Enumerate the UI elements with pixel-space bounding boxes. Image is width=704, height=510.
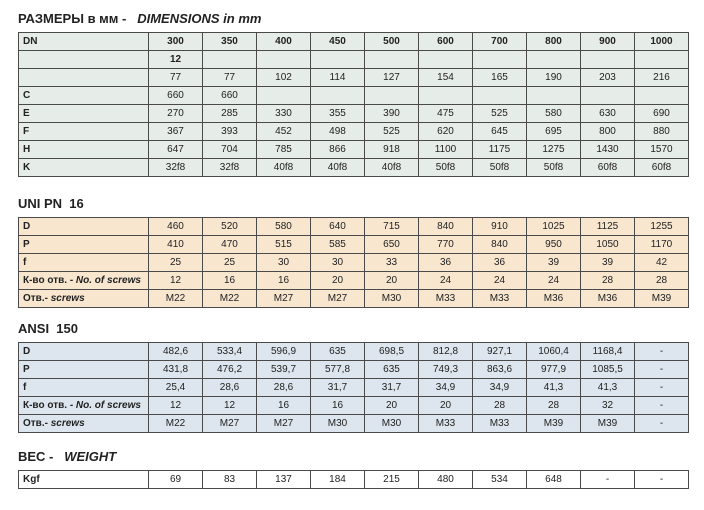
- row-label: E: [19, 105, 149, 123]
- table-cell: 1060,4: [527, 343, 581, 361]
- table-cell: 12: [203, 397, 257, 415]
- table-cell: 30: [257, 254, 311, 272]
- weight-title: [18, 449, 116, 464]
- table-cell: M33: [419, 290, 473, 308]
- dimensions-title: [18, 11, 261, 26]
- table-cell: 600: [419, 33, 473, 51]
- table-cell: 367: [149, 123, 203, 141]
- uni-pn-table: [18, 217, 689, 308]
- table-cell: 28,6: [257, 379, 311, 397]
- table-row: [19, 290, 689, 308]
- table-cell: 1100: [419, 141, 473, 159]
- table-cell: 60f8: [635, 159, 689, 177]
- table-cell: M22: [149, 290, 203, 308]
- table-cell: 1175: [473, 141, 527, 159]
- table-cell: 24: [419, 272, 473, 290]
- table-cell: 1085,5: [581, 361, 635, 379]
- table-cell: 184: [311, 471, 365, 489]
- table-cell: 154: [419, 69, 473, 87]
- table-cell: [419, 87, 473, 105]
- table-cell: 41,3: [527, 379, 581, 397]
- table-cell: 39: [527, 254, 581, 272]
- table-cell: 910: [473, 218, 527, 236]
- table-cell: -: [635, 397, 689, 415]
- table-row: [19, 361, 689, 379]
- table-cell: 660: [203, 87, 257, 105]
- table-cell: 40f8: [311, 159, 365, 177]
- table-cell: 950: [527, 236, 581, 254]
- row-label-en: - No. of screws: [69, 275, 141, 286]
- table-cell: 580: [257, 218, 311, 236]
- table-cell: 20: [365, 397, 419, 415]
- subheader-row: [19, 51, 689, 69]
- table-cell: M33: [473, 290, 527, 308]
- table-cell: 77: [203, 69, 257, 87]
- table-row: [19, 379, 689, 397]
- table-row: [19, 123, 689, 141]
- table-cell: 770: [419, 236, 473, 254]
- table-cell: 16: [311, 397, 365, 415]
- table-cell: 900: [581, 33, 635, 51]
- row-label-ru: К-во отв.: [23, 400, 68, 411]
- table-cell: [527, 51, 581, 69]
- table-cell: 749,3: [419, 361, 473, 379]
- row-label: [19, 397, 149, 415]
- table-cell: 36: [473, 254, 527, 272]
- table-cell: 25: [149, 254, 203, 272]
- table-cell: 330: [257, 105, 311, 123]
- table-cell: 533,4: [203, 343, 257, 361]
- table-cell: 645: [473, 123, 527, 141]
- row-label-ru: Отв.-: [23, 418, 48, 429]
- table-cell: 520: [203, 218, 257, 236]
- row-label: H: [19, 141, 149, 159]
- table-cell: 28: [635, 272, 689, 290]
- table-cell: 20: [311, 272, 365, 290]
- dimensions-table: [18, 32, 689, 177]
- table-cell: 482,6: [149, 343, 203, 361]
- table-cell: 1050: [581, 236, 635, 254]
- table-cell: M22: [203, 290, 257, 308]
- table-cell: M33: [419, 415, 473, 433]
- table-cell: M27: [311, 290, 365, 308]
- table-cell: 24: [527, 272, 581, 290]
- table-row: [19, 397, 689, 415]
- table-cell: 41,3: [581, 379, 635, 397]
- uni-pn-title: UNI PN 16: [18, 196, 84, 211]
- table-cell: -: [635, 379, 689, 397]
- table-row: [19, 69, 689, 87]
- table-cell: 866: [311, 141, 365, 159]
- row-label: [19, 69, 149, 87]
- table-cell: 25,4: [149, 379, 203, 397]
- table-cell: M30: [311, 415, 365, 433]
- table-cell: 1168,4: [581, 343, 635, 361]
- table-cell: 475: [419, 105, 473, 123]
- table-cell: [635, 87, 689, 105]
- ansi-title: ANSI 150: [18, 321, 78, 336]
- table-cell: 400: [257, 33, 311, 51]
- table-row: [19, 343, 689, 361]
- row-label-ru: Отв.-: [23, 293, 48, 304]
- table-cell: 690: [635, 105, 689, 123]
- row-label: D: [19, 218, 149, 236]
- table-cell: M36: [581, 290, 635, 308]
- table-cell: [419, 51, 473, 69]
- table-cell: 880: [635, 123, 689, 141]
- table-cell: 1170: [635, 236, 689, 254]
- row-label: P: [19, 361, 149, 379]
- table-cell: 42: [635, 254, 689, 272]
- table-cell: 704: [203, 141, 257, 159]
- table-cell: [203, 51, 257, 69]
- table-cell: 580: [527, 105, 581, 123]
- table-cell: 83: [203, 471, 257, 489]
- table-cell: 698,5: [365, 343, 419, 361]
- table-cell: 539,7: [257, 361, 311, 379]
- table-row: [19, 218, 689, 236]
- table-row: [19, 159, 689, 177]
- table-cell: 480: [419, 471, 473, 489]
- table-cell: 1000: [635, 33, 689, 51]
- table-cell: 515: [257, 236, 311, 254]
- table-row: [19, 254, 689, 272]
- table-cell: 39: [581, 254, 635, 272]
- table-row: [19, 141, 689, 159]
- table-cell: 30: [311, 254, 365, 272]
- table-cell: 50f8: [419, 159, 473, 177]
- table-cell: 650: [365, 236, 419, 254]
- table-cell: 50f8: [473, 159, 527, 177]
- row-label-en: screws: [50, 293, 85, 304]
- table-cell: 647: [149, 141, 203, 159]
- table-cell: -: [635, 361, 689, 379]
- table-cell: M33: [473, 415, 527, 433]
- table-cell: 69: [149, 471, 203, 489]
- table-cell: 450: [311, 33, 365, 51]
- table-cell: 525: [365, 123, 419, 141]
- table-cell: 635: [311, 343, 365, 361]
- table-cell: 927,1: [473, 343, 527, 361]
- table-cell: 215: [365, 471, 419, 489]
- table-cell: 648: [527, 471, 581, 489]
- table-cell: 620: [419, 123, 473, 141]
- table-cell: 165: [473, 69, 527, 87]
- table-cell: 28: [581, 272, 635, 290]
- ansi-table: [18, 342, 689, 433]
- table-cell: [473, 87, 527, 105]
- table-cell: 24: [473, 272, 527, 290]
- table-cell: 25: [203, 254, 257, 272]
- table-cell: [311, 51, 365, 69]
- table-cell: 460: [149, 218, 203, 236]
- table-cell: 36: [419, 254, 473, 272]
- table-cell: 216: [635, 69, 689, 87]
- table-cell: 16: [257, 397, 311, 415]
- weight-title-ru: ВЕС -: [18, 449, 54, 464]
- table-cell: 114: [311, 69, 365, 87]
- row-label: [19, 415, 149, 433]
- table-cell: M27: [203, 415, 257, 433]
- table-cell: 1430: [581, 141, 635, 159]
- table-cell: 285: [203, 105, 257, 123]
- table-cell: 350: [203, 33, 257, 51]
- table-cell: [365, 51, 419, 69]
- row-label: P: [19, 236, 149, 254]
- table-cell: 12: [149, 397, 203, 415]
- table-cell: 470: [203, 236, 257, 254]
- table-cell: [365, 87, 419, 105]
- table-cell: [581, 51, 635, 69]
- table-cell: 31,7: [311, 379, 365, 397]
- table-cell: 34,9: [419, 379, 473, 397]
- table-cell: 695: [527, 123, 581, 141]
- table-cell: 20: [419, 397, 473, 415]
- row-label: C: [19, 87, 149, 105]
- table-cell: 127: [365, 69, 419, 87]
- table-cell: 28,6: [203, 379, 257, 397]
- table-cell: 700: [473, 33, 527, 51]
- table-cell: 16: [257, 272, 311, 290]
- row-label-en: - No. of screws: [69, 400, 141, 411]
- title-en: DIMENSIONS in mm: [137, 11, 262, 26]
- row-label: D: [19, 343, 149, 361]
- table-cell: M39: [527, 415, 581, 433]
- table-cell: 596,9: [257, 343, 311, 361]
- table-cell: 785: [257, 141, 311, 159]
- table-cell: 840: [419, 218, 473, 236]
- row-label: [19, 272, 149, 290]
- weight-table: [18, 470, 689, 489]
- table-cell: 300: [149, 33, 203, 51]
- table-cell: 863,6: [473, 361, 527, 379]
- table-cell: 32f8: [149, 159, 203, 177]
- row-label: F: [19, 123, 149, 141]
- table-cell: 34,9: [473, 379, 527, 397]
- table-cell: -: [635, 471, 689, 489]
- table-cell: 32: [581, 397, 635, 415]
- table-cell: [257, 51, 311, 69]
- table-row: [19, 272, 689, 290]
- table-cell: 498: [311, 123, 365, 141]
- table-cell: 1255: [635, 218, 689, 236]
- table-cell: M30: [365, 415, 419, 433]
- table-cell: [527, 87, 581, 105]
- table-cell: 452: [257, 123, 311, 141]
- table-cell: 77: [149, 69, 203, 87]
- table-cell: -: [635, 415, 689, 433]
- table-cell: -: [581, 471, 635, 489]
- table-cell: [581, 87, 635, 105]
- table-cell: 525: [473, 105, 527, 123]
- table-cell: 270: [149, 105, 203, 123]
- table-cell: M39: [635, 290, 689, 308]
- table-row: [19, 105, 689, 123]
- table-cell: 50f8: [527, 159, 581, 177]
- row-label: f: [19, 254, 149, 272]
- table-row: [19, 87, 689, 105]
- table-cell: M36: [527, 290, 581, 308]
- table-cell: 12: [149, 272, 203, 290]
- table-cell: 800: [581, 123, 635, 141]
- table-cell: 16: [203, 272, 257, 290]
- row-label-en: screws: [50, 418, 85, 429]
- table-cell: [635, 51, 689, 69]
- table-cell: M30: [365, 290, 419, 308]
- table-cell: 393: [203, 123, 257, 141]
- row-label: DN: [19, 33, 149, 51]
- table-cell: 715: [365, 218, 419, 236]
- table-row: [19, 236, 689, 254]
- table-cell: 977,9: [527, 361, 581, 379]
- table-cell: 1275: [527, 141, 581, 159]
- table-cell: -: [635, 343, 689, 361]
- table-cell: 40f8: [257, 159, 311, 177]
- table-cell: 28: [473, 397, 527, 415]
- table-cell: [311, 87, 365, 105]
- table-cell: 577,8: [311, 361, 365, 379]
- table-cell: 918: [365, 141, 419, 159]
- table-cell: 534: [473, 471, 527, 489]
- table-cell: 31,7: [365, 379, 419, 397]
- table-cell: 137: [257, 471, 311, 489]
- table-cell: 1570: [635, 141, 689, 159]
- table-cell: 102: [257, 69, 311, 87]
- table-cell: 410: [149, 236, 203, 254]
- row-label: Kgf: [19, 471, 149, 489]
- title-ru: РАЗМЕРЫ в мм -: [18, 11, 127, 26]
- table-cell: 390: [365, 105, 419, 123]
- weight-title-en: WEIGHT: [64, 449, 117, 464]
- row-label: f: [19, 379, 149, 397]
- table-cell: M39: [581, 415, 635, 433]
- table-cell: 355: [311, 105, 365, 123]
- table-cell: 32f8: [203, 159, 257, 177]
- table-cell: [473, 51, 527, 69]
- table-cell: 12: [149, 51, 203, 69]
- table-cell: 20: [365, 272, 419, 290]
- table-cell: 630: [581, 105, 635, 123]
- table-cell: 476,2: [203, 361, 257, 379]
- table-cell: M22: [149, 415, 203, 433]
- table-cell: 635: [365, 361, 419, 379]
- row-label-ru: К-во отв.: [23, 275, 68, 286]
- table-cell: 840: [473, 236, 527, 254]
- table-row: [19, 415, 689, 433]
- row-label: [19, 51, 149, 69]
- table-cell: 800: [527, 33, 581, 51]
- table-cell: 585: [311, 236, 365, 254]
- table-cell: 28: [527, 397, 581, 415]
- table-cell: 1025: [527, 218, 581, 236]
- table-cell: 40f8: [365, 159, 419, 177]
- table-cell: 203: [581, 69, 635, 87]
- table-cell: 1125: [581, 218, 635, 236]
- table-cell: 660: [149, 87, 203, 105]
- table-cell: [257, 87, 311, 105]
- table-cell: M27: [257, 290, 311, 308]
- header-row: [19, 33, 689, 51]
- row-label: K: [19, 159, 149, 177]
- table-cell: 431,8: [149, 361, 203, 379]
- row-label: [19, 290, 149, 308]
- table-cell: 640: [311, 218, 365, 236]
- table-cell: 33: [365, 254, 419, 272]
- table-cell: 190: [527, 69, 581, 87]
- table-cell: M27: [257, 415, 311, 433]
- table-cell: 500: [365, 33, 419, 51]
- table-cell: 812,8: [419, 343, 473, 361]
- table-cell: 60f8: [581, 159, 635, 177]
- table-row: [19, 471, 689, 489]
